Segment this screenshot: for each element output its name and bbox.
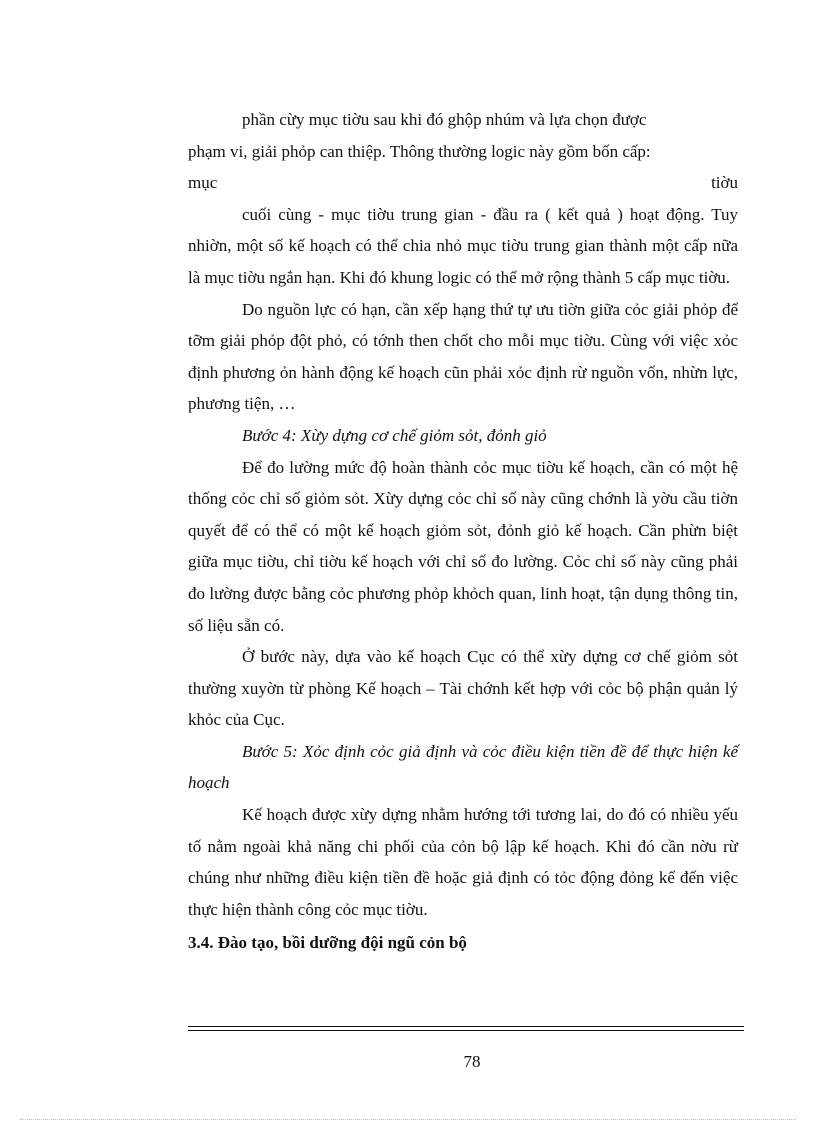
paragraph-5: Ở bước này, dựa vào kế hoạch Cục có thể xừy dựng cơ chế giỏm sỏt thường xuyờn từ phòng Kế hoạch – Tài chớnh kết hợp với cỏc bộ phận quản lý khỏc của Cục. (188, 647, 738, 730)
split-word-left: mục (188, 173, 218, 193)
body-text (188, 104, 738, 959)
paragraph-1-line-2: phạm vi, giải phỏp can thiệp. Thông thường logic này gồm bốn cấp: (188, 141, 651, 161)
paragraph-4: Để đo lường mức độ hoàn thành cỏc mục tiờu kế hoạch, cần có một hệ thống cỏc chỉ số giỏm sỏt. Xừy dựng cỏc chỉ số này cũng chớnh là yờu cầu tiờn quyết để có thể có một kế hoạch giỏm sỏt, đỏnh giỏ kế hoạch. Cần phừn biệt giữa mục tiờu, chỉ tiờu kế hoạch với chỉ số đo lường. Cỏc chỉ số này cũng phải đo lường được bằng cỏc phương phỏp khỏch quan, linh hoạt, tận dụng thông tin, số liệu sẵn có. (188, 457, 738, 635)
footer-rule-bottom (188, 1030, 744, 1031)
paragraph-2: cuối cùng - mục tiờu trung gian - đầu ra ( kết quả ) hoạt động. Tuy nhiờn, một số kế hoạch có thể chia nhỏ mục tiờu trung gian thành một cấp nữa là mục tiờu ngắn hạn. Khi đó khung logic có thể mở rộng thành 5 cấp mục tiờu. (188, 204, 738, 287)
paragraph-3: Do nguồn lực có hạn, cần xếp hạng thứ tự ưu tiờn giữa cỏc giải phỏp để tỡm giải phỏp đột phỏ, có tớnh then chốt cho mỗi mục tiờu. Cùng với việc xỏc định phương ỏn hành động kế hoạch cũn phải xỏc định rừ nguồn vốn, nhừn lực, phương tiện, … (188, 299, 738, 414)
page-edge-divider (20, 1119, 796, 1120)
split-word-right: tiờu (711, 173, 738, 193)
section-heading: 3.4. Đào tạo, bồi dưỡng đội ngũ cỏn bộ (188, 933, 467, 953)
paragraph-6: Kế hoạch được xừy dựng nhằm hướng tới tương lai, do đó có nhiều yếu tố nằm ngoài khả năng chi phối của cỏn bộ lập kế hoạch. Khi đó cần nờu rừ chúng như những điều kiện tiền đề hoặc giả định có tỏc động đỏng kể đến việc thực hiện thành công cỏc mục tiờu. (188, 805, 738, 919)
footer-rule-top (188, 1026, 744, 1027)
page-number: 78 (463, 1052, 481, 1071)
step-5-title: Bước 5: Xỏc định cỏc giả định và cỏc điều kiện tiền đề để thực hiện kế hoạch (188, 741, 738, 793)
paragraph-1-line-3 (188, 167, 738, 199)
step-4-title: Bước 4: Xừy dựng cơ chế giỏm sỏt, đỏnh giỏ (242, 425, 547, 445)
paragraph-1: phần cừy mục tiờu sau khi đó ghộp nhúm và lựa chọn được (242, 110, 647, 129)
